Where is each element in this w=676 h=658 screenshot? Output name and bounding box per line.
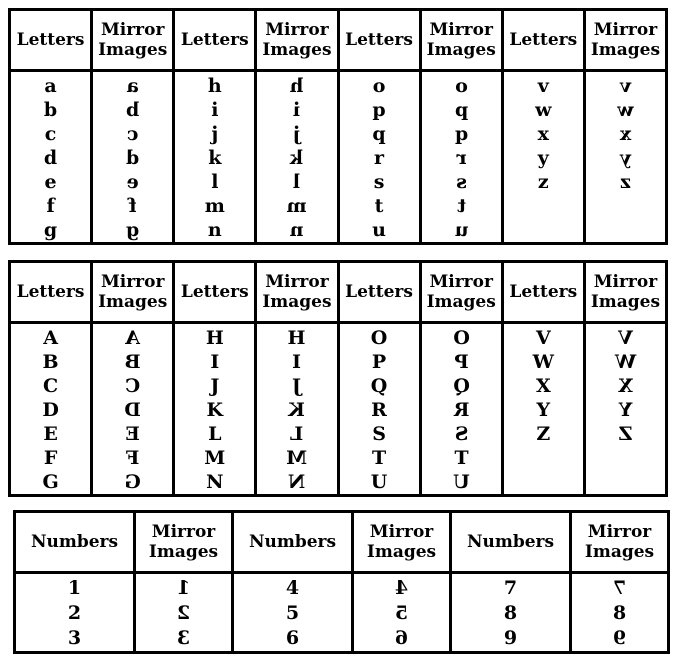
glyph: g bbox=[126, 219, 140, 241]
glyph: G bbox=[42, 471, 59, 493]
glyph: c bbox=[126, 123, 139, 145]
header-row bbox=[10, 10, 667, 71]
mirror-images-header-cell: Mirror Images bbox=[584, 10, 666, 71]
glyph: 6 bbox=[394, 627, 409, 649]
glyph: C bbox=[125, 375, 141, 397]
glyph: K bbox=[288, 399, 306, 421]
glyph: D bbox=[42, 399, 59, 421]
glyph: L bbox=[208, 423, 222, 445]
mirror-images-header-cell: Mirror Images bbox=[256, 10, 338, 71]
mirror-images-header-cell: Mirror Images bbox=[92, 10, 174, 71]
glyph: j bbox=[211, 123, 219, 145]
numbers-cell bbox=[15, 573, 135, 653]
glyph: v bbox=[537, 75, 549, 97]
glyph: p bbox=[454, 99, 468, 121]
glyph: h bbox=[290, 75, 304, 97]
glyph: w bbox=[535, 99, 552, 121]
mirror-images-header-cell: Mirror Images bbox=[353, 512, 451, 573]
glyph: H bbox=[205, 327, 224, 349]
glyph: M bbox=[204, 447, 226, 469]
glyph: j bbox=[293, 123, 301, 145]
mirror-images-cell bbox=[420, 323, 502, 496]
glyph: S bbox=[372, 423, 386, 445]
glyph: s bbox=[373, 171, 385, 193]
glyph: 7 bbox=[612, 577, 627, 599]
glyph: t bbox=[456, 195, 466, 217]
mirror-images-header-cell: Mirror Images bbox=[420, 262, 502, 323]
glyph: R bbox=[371, 399, 387, 421]
numbers-cell bbox=[451, 573, 571, 653]
mirror-images-header-cell: Mirror Images bbox=[584, 262, 666, 323]
glyph: y bbox=[537, 147, 549, 169]
lowercase-letters-table bbox=[8, 8, 668, 245]
glyph: G bbox=[124, 471, 141, 493]
glyph: i bbox=[211, 99, 219, 121]
glyph: 8 bbox=[503, 602, 518, 624]
glyph: v bbox=[619, 75, 631, 97]
glyph: U bbox=[370, 471, 388, 493]
glyph: h bbox=[207, 75, 222, 97]
glyph: Q bbox=[452, 375, 470, 397]
letters-header-cell: Letters bbox=[502, 10, 584, 71]
glyph: k bbox=[290, 147, 304, 169]
mirror-images-header-cell: Mirror Images bbox=[135, 512, 233, 573]
glyph: N bbox=[288, 471, 306, 493]
glyph: H bbox=[287, 327, 306, 349]
glyph: K bbox=[206, 399, 224, 421]
glyph: Y bbox=[536, 399, 551, 421]
glyph: I bbox=[210, 351, 220, 373]
glyph: d bbox=[43, 147, 58, 169]
glyph: R bbox=[453, 399, 470, 421]
glyph: B bbox=[124, 351, 141, 373]
glyph: r bbox=[374, 147, 385, 169]
glyph: l bbox=[211, 171, 219, 193]
uppercase-letters-table bbox=[8, 260, 668, 497]
letters-cell bbox=[10, 323, 92, 496]
letters-cell bbox=[338, 71, 420, 244]
glyph: L bbox=[290, 423, 304, 445]
glyph: x bbox=[619, 123, 632, 145]
glyph: 8 bbox=[612, 602, 627, 624]
glyph: Z bbox=[536, 423, 551, 445]
glyph: O bbox=[452, 327, 470, 349]
glyph: Y bbox=[618, 399, 633, 421]
glyph: 4 bbox=[394, 577, 409, 599]
glyph: J bbox=[292, 375, 302, 397]
glyph: W bbox=[532, 351, 554, 373]
mirror-images-cell bbox=[135, 573, 233, 653]
glyph: u bbox=[372, 219, 386, 241]
glyph: E bbox=[125, 423, 140, 445]
glyph: Z bbox=[618, 423, 633, 445]
letters-header-cell: Letters bbox=[338, 262, 420, 323]
glyph: q bbox=[372, 123, 386, 145]
glyph: f bbox=[128, 195, 137, 217]
letters-header-cell: Letters bbox=[10, 10, 92, 71]
numbers-header-cell: Numbers bbox=[451, 512, 571, 573]
numbers-header-cell: Numbers bbox=[15, 512, 135, 573]
glyph: b bbox=[43, 99, 58, 121]
letters-cell bbox=[174, 323, 256, 496]
glyph: U bbox=[452, 471, 470, 493]
glyph: V bbox=[618, 327, 633, 349]
glyph: T bbox=[454, 447, 469, 469]
glyph: t bbox=[374, 195, 384, 217]
mirror-images-header-cell: Mirror Images bbox=[420, 10, 502, 71]
body-row bbox=[10, 71, 667, 244]
mirror-images-cell bbox=[256, 71, 338, 244]
glyph: 9 bbox=[503, 627, 518, 649]
glyph: N bbox=[206, 471, 224, 493]
glyph: m bbox=[286, 195, 307, 217]
glyph: M bbox=[286, 447, 308, 469]
glyph: 1 bbox=[67, 577, 82, 599]
mirror-images-cell bbox=[92, 323, 174, 496]
glyph: F bbox=[43, 447, 58, 469]
letters-header-cell: Letters bbox=[174, 10, 256, 71]
glyph: 2 bbox=[176, 602, 191, 624]
letters-header-cell: Letters bbox=[338, 10, 420, 71]
mirror-images-header-cell: Mirror Images bbox=[256, 262, 338, 323]
letters-header-cell: Letters bbox=[502, 262, 584, 323]
glyph: Q bbox=[370, 375, 388, 397]
glyph: g bbox=[43, 219, 58, 241]
glyph: 9 bbox=[612, 627, 627, 649]
glyph: r bbox=[456, 147, 467, 169]
glyph: J bbox=[210, 375, 220, 397]
glyph: A bbox=[125, 327, 141, 349]
glyph: y bbox=[619, 147, 631, 169]
mirror-images-header-cell: Mirror Images bbox=[571, 512, 669, 573]
glyph: k bbox=[208, 147, 222, 169]
glyph: a bbox=[44, 75, 57, 97]
glyph: 3 bbox=[176, 627, 191, 649]
glyph: D bbox=[124, 399, 141, 421]
glyph: P bbox=[371, 351, 387, 373]
glyph: p bbox=[372, 99, 386, 121]
glyph: S bbox=[454, 423, 469, 445]
glyph: W bbox=[614, 351, 637, 373]
glyph: O bbox=[370, 327, 388, 349]
glyph: e bbox=[44, 171, 57, 193]
glyph: l bbox=[293, 171, 301, 193]
glyph: n bbox=[207, 219, 222, 241]
mirror-images-cell bbox=[256, 323, 338, 496]
header-row bbox=[10, 262, 667, 323]
glyph: T bbox=[371, 447, 387, 469]
glyph: m bbox=[204, 195, 225, 217]
mirror-images-cell bbox=[571, 573, 669, 653]
glyph: u bbox=[454, 219, 469, 241]
glyph: n bbox=[290, 219, 304, 241]
glyph: f bbox=[46, 195, 55, 217]
glyph: F bbox=[125, 447, 140, 469]
glyph: o bbox=[454, 75, 468, 97]
mirror-images-cell bbox=[353, 573, 451, 653]
glyph: 3 bbox=[67, 627, 82, 649]
glyph: e bbox=[126, 171, 139, 193]
mirror-images-cell bbox=[584, 71, 666, 244]
glyph: I bbox=[292, 351, 302, 373]
glyph: B bbox=[42, 351, 59, 373]
glyph: x bbox=[537, 123, 549, 145]
letters-cell bbox=[174, 71, 256, 244]
mirror-images-header-cell: Mirror Images bbox=[92, 262, 174, 323]
glyph: a bbox=[126, 75, 139, 97]
glyph: 4 bbox=[285, 577, 300, 599]
glyph: i bbox=[293, 99, 301, 121]
mirror-images-cell bbox=[92, 71, 174, 244]
glyph: b bbox=[126, 99, 140, 121]
glyph: 7 bbox=[503, 577, 518, 599]
glyph: w bbox=[617, 99, 634, 121]
header-row bbox=[15, 512, 669, 573]
numbers-cell bbox=[233, 573, 353, 653]
glyph: 2 bbox=[67, 602, 82, 624]
glyph: 5 bbox=[285, 602, 300, 624]
letters-cell bbox=[338, 323, 420, 496]
glyph: A bbox=[43, 327, 58, 349]
glyph: q bbox=[454, 123, 468, 145]
glyph: c bbox=[44, 123, 57, 145]
mirror-images-cell bbox=[420, 71, 502, 244]
glyph: V bbox=[535, 327, 551, 349]
glyph: E bbox=[43, 423, 58, 445]
glyph: 5 bbox=[394, 602, 409, 624]
glyph: o bbox=[372, 75, 386, 97]
mirror-images-cell bbox=[584, 323, 666, 496]
numbers-header-cell: Numbers bbox=[233, 512, 353, 573]
glyph: z bbox=[620, 171, 631, 193]
letters-cell bbox=[10, 71, 92, 244]
letters-cell bbox=[502, 71, 584, 244]
glyph: 6 bbox=[285, 627, 300, 649]
glyph: X bbox=[618, 375, 633, 397]
glyph: s bbox=[455, 171, 467, 193]
glyph: C bbox=[43, 375, 59, 397]
glyph: z bbox=[537, 171, 549, 193]
glyph: 1 bbox=[176, 577, 191, 599]
body-row bbox=[15, 573, 669, 653]
letters-header-cell: Letters bbox=[174, 262, 256, 323]
body-row bbox=[10, 323, 667, 496]
numbers-table bbox=[13, 510, 670, 654]
glyph: d bbox=[126, 147, 140, 169]
glyph: X bbox=[535, 375, 551, 397]
letters-cell bbox=[502, 323, 584, 496]
letters-header-cell: Letters bbox=[10, 262, 92, 323]
glyph: P bbox=[454, 351, 469, 373]
